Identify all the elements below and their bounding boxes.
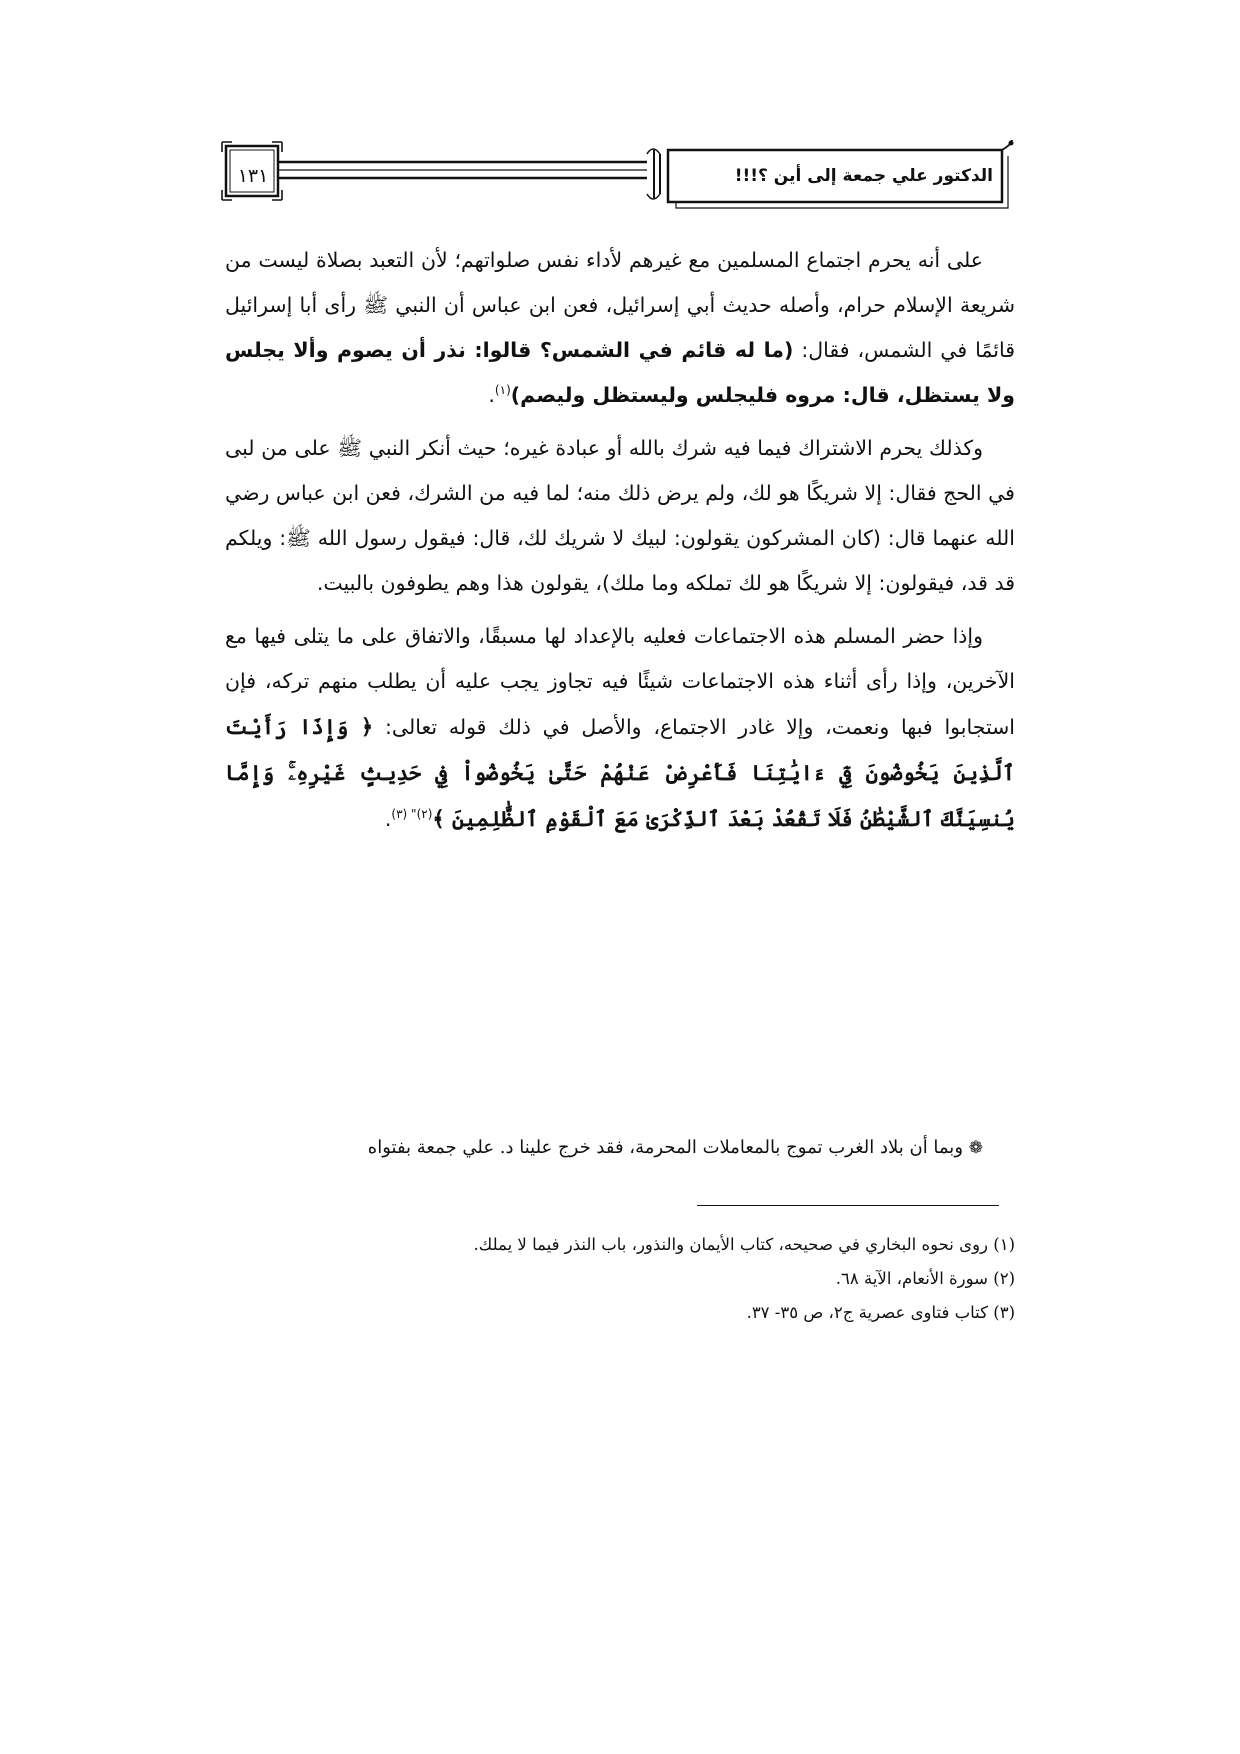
footnotes bbox=[300, 1228, 1015, 1330]
paragraph-3 bbox=[225, 614, 1015, 842]
paragraph-2: وكذلك يحرم الاشتراك فيما فيه شرك بالله أو عبادة غيره؛ حيث أنكر النبي ﷺ على من لبى في الحج فقال: إلا شريكًا هو لك، ولم يرض ذلك منه؛ لما فيه من الشرك، فعن ابن عباس رضي الله عنهما قال: (كان المشركون يقولون: لبيك لا شريك لك، قال: فيقول رسول الله ﷺ: ويلكم قد قد، فيقولون: إلا شريكًا هو لك تملكه وما ملك)، يقولون هذا وهم يطوفون بالبيت. bbox=[225, 436, 1015, 595]
paragraph-3-text: وإذا حضر المسلم هذه الاجتماعات فعليه بالإعداد لها مسبقًا، والاتفاق على ما يتلى فيها مع الآخرين، وإذا رأى أثناء هذه الاجتماعات شيئًا فيه تجاوز يجب عليه أن يطلب منهم تركه، فإن استجابوا فبها ونعمت، وإلا غادر الاجتماع، والأصل في ذلك قوله تعالى: bbox=[225, 624, 1016, 739]
running-title: الدكتور علي جمعة إلى أين ؟!!! bbox=[734, 166, 993, 186]
main-text bbox=[225, 238, 1015, 850]
footnote-ref-1[interactable]: (١) bbox=[494, 383, 511, 398]
paragraph-1-end: . bbox=[488, 383, 495, 407]
section-note bbox=[225, 1128, 1015, 1168]
flower-ornament-icon: ❁ bbox=[968, 1138, 983, 1158]
paragraph-3-end: . bbox=[384, 807, 392, 831]
page-number: ١٣١ bbox=[237, 165, 269, 187]
footnote-3: (٣) كتاب فتاوى عصرية ج٢، ص ٣٥- ٣٧. bbox=[746, 1303, 1015, 1322]
paragraph-1 bbox=[225, 238, 1015, 418]
footnote-ref-2-3[interactable]: (٢)" (٣) bbox=[391, 807, 433, 822]
paragraph-1-text: على أنه يحرم اجتماع المسلمين مع غيرهم لأداء نفس صلواتهم؛ لأن التعبد بصلاة ليست من شريعة الإسلام حرام، وأصله حديث أبي إسرائيل، فعن ابن عباس أن النبي ﷺ رأى أبا إسرائيل قائمًا في الشمس، فقال: bbox=[225, 248, 1015, 362]
quran-verse: ﴿ وَإِذَا رَأَيْتَ ٱلَّذِينَ يَخُوضُونَ فِيٓ ءَايَٰتِنَا فَأَعْرِضْ عَنْهُمْ حَتَّىٰ يَخُوضُواْ فِي حَدِيثٍ غَيْرِهِۦۚ وَإِمَّا يُنسِيَنَّكَ ٱلشَّيْطَٰنُ فَلَا تَقْعُدْ بَعْدَ ٱلذِّكْرَىٰ مَعَ ٱلْقَوْمِ ٱلظَّٰلِمِينَ ﴾ bbox=[225, 714, 1015, 831]
hadith-quote: (ما له قائم في الشمس؟ قالوا: نذر أن يصوم وألا يجلس ولا يستظل، قال: مروه فليجلس وليستظل وليصم) bbox=[225, 338, 1015, 407]
page-header bbox=[220, 140, 1020, 215]
footnote-separator bbox=[697, 1205, 999, 1206]
footnote-1: (١) روى نحوه البخاري في صحيحه، كتاب الأيمان والنذور، باب النذر فيما لا يملك. bbox=[473, 1235, 1015, 1254]
footnote-2: (٢) سورة الأنعام، الآية ٦٨. bbox=[835, 1269, 1015, 1288]
section-note-text: وبما أن بلاد الغرب تموج بالمعاملات المحرمة، فقد خرج علينا د. علي جمعة بفتواه bbox=[367, 1137, 964, 1158]
